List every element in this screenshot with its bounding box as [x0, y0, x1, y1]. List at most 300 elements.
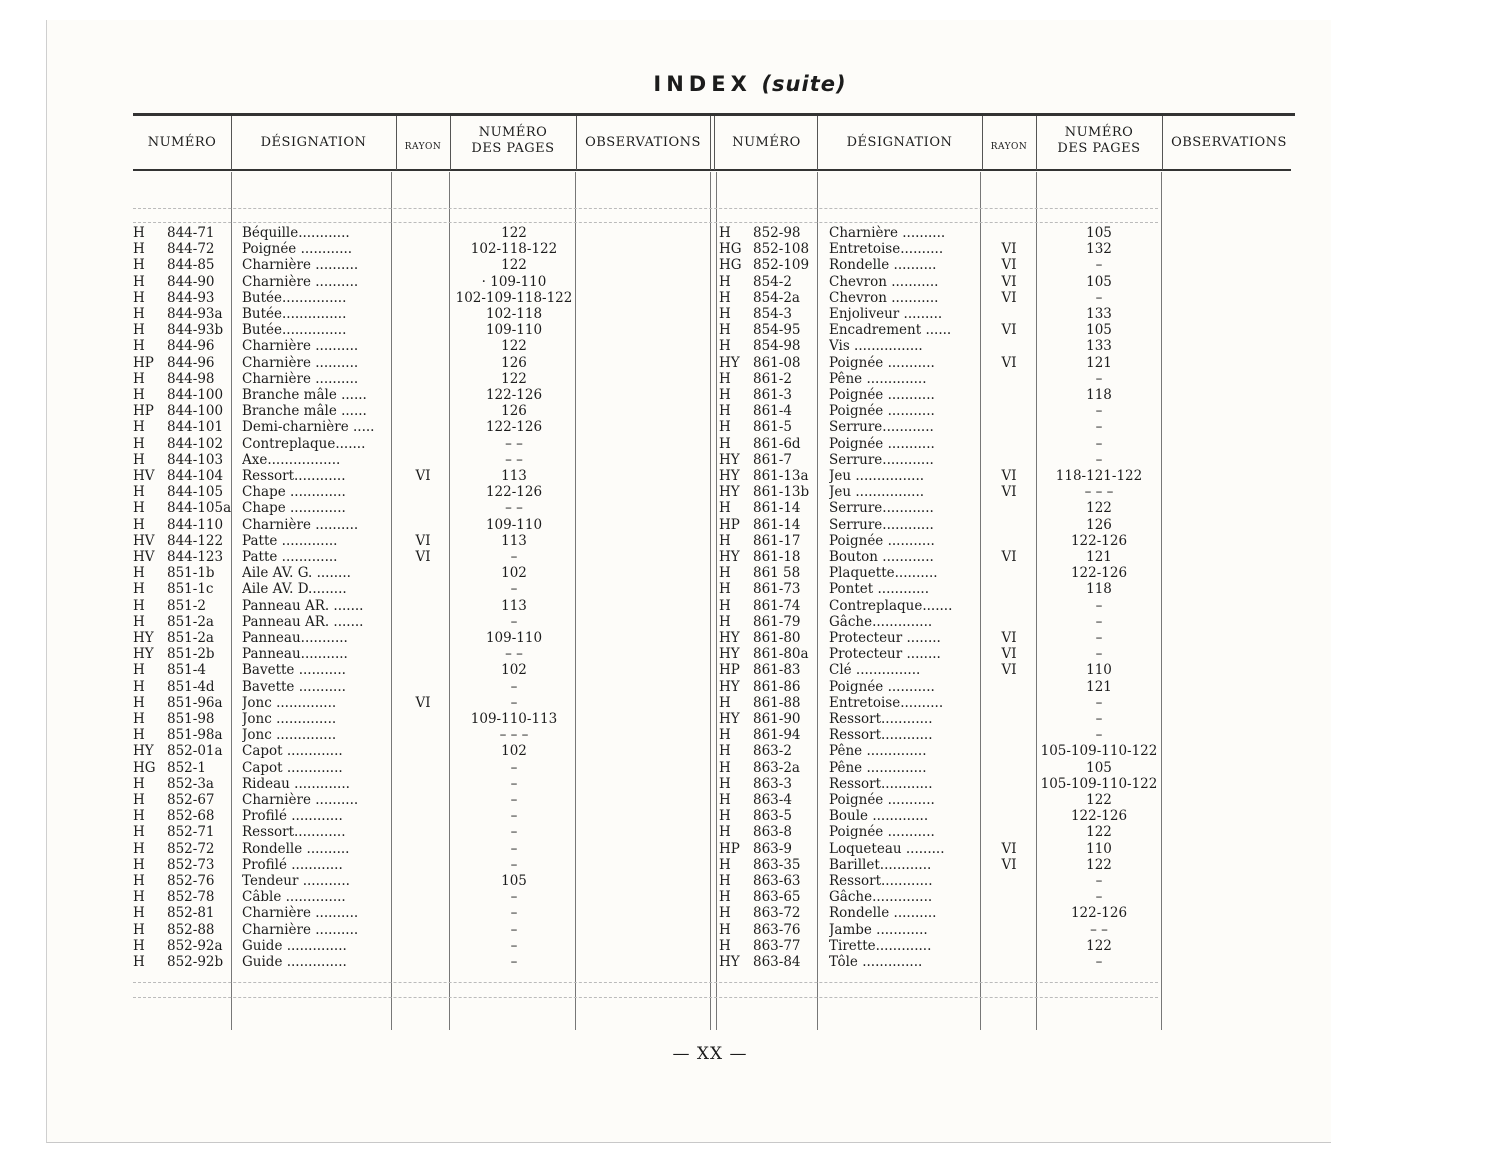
- row-designation: Pêne ..............: [829, 743, 927, 760]
- table-row: [719, 743, 1289, 759]
- row-number: 852-67: [167, 792, 215, 808]
- row-prefix: H: [133, 370, 145, 387]
- row-prefix: H: [719, 694, 731, 711]
- header-observations: OBSERVATIONS: [585, 135, 701, 150]
- table-row: [133, 808, 703, 824]
- row-designation: Câble ..............: [242, 889, 346, 906]
- row-pages: – –: [1090, 921, 1108, 938]
- row-prefix: HY: [719, 954, 740, 970]
- row-pages: –: [1095, 403, 1103, 420]
- row-number: 844-105: [167, 484, 224, 501]
- table-row: [719, 387, 1289, 403]
- row-rayon: VI: [1001, 468, 1017, 484]
- row-number: 854-98: [753, 338, 801, 355]
- row-designation: Capot .............: [242, 759, 343, 776]
- row-number: 851-1b: [167, 565, 215, 582]
- table-row: [133, 679, 703, 695]
- table-row: [133, 743, 703, 759]
- row-prefix: HY: [133, 646, 154, 663]
- table-row: [719, 533, 1289, 549]
- row-pages: 122: [1086, 937, 1112, 954]
- table-row: [133, 274, 703, 290]
- row-number: 844-85: [167, 257, 215, 274]
- header-observations: OBSERVATIONS: [1171, 135, 1287, 150]
- row-number: 861-14: [753, 516, 801, 533]
- row-prefix: H: [719, 387, 731, 403]
- row-pages: 122: [501, 370, 527, 387]
- row-pages: –: [1095, 435, 1103, 452]
- table-row: [133, 241, 703, 257]
- row-designation: Butée...............: [242, 289, 347, 306]
- row-rayon: VI: [415, 532, 431, 549]
- row-rayon: VI: [1001, 273, 1017, 290]
- table-row: [719, 581, 1289, 597]
- row-pages: – –: [505, 500, 523, 517]
- row-number: 844-98: [167, 370, 215, 387]
- row-designation: Chape .............: [242, 500, 346, 517]
- row-pages: 118: [1086, 581, 1112, 598]
- row-number: 852-92b: [167, 954, 224, 970]
- row-pages: 102: [501, 565, 527, 582]
- table-row: [719, 873, 1289, 889]
- row-prefix: H: [133, 856, 145, 873]
- row-number: 851-98a: [167, 727, 223, 744]
- row-prefix: HY: [133, 630, 154, 646]
- table-row: [133, 727, 703, 743]
- row-pages: –: [510, 759, 518, 776]
- table-row: [133, 403, 703, 419]
- row-prefix: H: [133, 824, 145, 841]
- row-designation: Rondelle ..........: [829, 905, 937, 922]
- row-prefix: H: [719, 581, 731, 598]
- table-row: [133, 322, 703, 338]
- row-pages: 105: [1086, 225, 1112, 241]
- row-designation: Contreplaque.......: [242, 435, 366, 452]
- row-designation: Panneau AR. .......: [242, 613, 364, 630]
- table-row: [719, 468, 1289, 484]
- row-pages: 122-126: [1070, 808, 1128, 825]
- row-prefix: H: [719, 500, 731, 517]
- row-prefix: H: [719, 759, 731, 776]
- table-row: [719, 371, 1289, 387]
- row-pages: 122: [1086, 792, 1112, 808]
- row-prefix: H: [133, 694, 145, 711]
- row-prefix: H: [719, 225, 731, 241]
- table-row: [133, 338, 703, 354]
- dashed-guide: [133, 208, 1158, 209]
- table-row: [719, 662, 1289, 678]
- row-rayon: VI: [1001, 662, 1017, 679]
- row-number: 861-13b: [753, 484, 810, 501]
- row-prefix: H: [133, 613, 145, 630]
- row-number: 851-2: [167, 597, 206, 614]
- table-row: [719, 403, 1289, 419]
- table-row: [719, 355, 1289, 371]
- row-prefix: H: [719, 273, 731, 290]
- row-designation: Loqueteau .........: [829, 840, 945, 857]
- row-number: 851-4d: [167, 678, 215, 695]
- row-pages: 121: [1086, 678, 1112, 695]
- row-designation: Charnière ..........: [242, 792, 359, 808]
- row-prefix: H: [719, 532, 731, 549]
- row-designation: Jeu ................: [829, 468, 925, 484]
- row-pages: –: [510, 775, 518, 792]
- row-prefix: H: [719, 873, 731, 889]
- row-prefix: H: [719, 403, 731, 420]
- row-rayon: VI: [1001, 549, 1017, 565]
- row-designation: Jeu ................: [829, 484, 925, 501]
- row-prefix: H: [719, 613, 731, 630]
- row-pages: 118-121-122: [1055, 468, 1143, 484]
- row-designation: Boule .............: [829, 808, 929, 825]
- row-prefix: H: [133, 581, 145, 598]
- table-row: [133, 614, 703, 630]
- row-designation: Butée...............: [242, 306, 347, 322]
- row-prefix: H: [719, 727, 731, 744]
- row-prefix: H: [133, 241, 145, 258]
- row-prefix: H: [719, 322, 731, 339]
- table-row: [133, 695, 703, 711]
- row-prefix: H: [133, 484, 145, 501]
- row-pages: 122-126: [485, 419, 543, 436]
- row-prefix: H: [719, 370, 731, 387]
- row-number: 851-4: [167, 662, 206, 679]
- row-rayon: VI: [1001, 322, 1017, 339]
- table-row: [719, 711, 1289, 727]
- row-pages: –: [1095, 694, 1103, 711]
- row-designation: Chevron ...........: [829, 289, 939, 306]
- row-designation: Patte .............: [242, 532, 338, 549]
- row-prefix: H: [133, 921, 145, 938]
- table-row: [719, 419, 1289, 435]
- row-designation: Ressort............: [829, 873, 933, 889]
- row-number: 854-3: [753, 306, 792, 322]
- table-row: [133, 889, 703, 905]
- row-number: 844-105a: [167, 500, 232, 517]
- row-pages: –: [510, 613, 518, 630]
- table-row: [133, 468, 703, 484]
- row-pages: – – –: [1084, 484, 1114, 501]
- header-pages-1: NUMÉRO: [478, 125, 548, 140]
- row-designation: Bavette ...........: [242, 662, 346, 679]
- row-prefix: H: [133, 516, 145, 533]
- row-designation: Guide ..............: [242, 937, 347, 954]
- row-number: 844-123: [167, 549, 224, 565]
- row-pages: 133: [1086, 338, 1112, 355]
- row-pages: –: [510, 808, 518, 825]
- row-prefix: H: [719, 306, 731, 322]
- row-prefix: H: [719, 289, 731, 306]
- row-prefix: H: [719, 775, 731, 792]
- table-row: [133, 306, 703, 322]
- row-number: 852-72: [167, 840, 215, 857]
- row-number: 861-18: [753, 549, 801, 565]
- row-prefix: HY: [719, 549, 740, 565]
- row-designation: Branche mâle ......: [242, 387, 367, 403]
- row-rayon: VI: [1001, 257, 1017, 274]
- row-prefix: HY: [719, 451, 740, 468]
- row-pages: 113: [501, 597, 527, 614]
- row-pages: 109-110-113: [470, 711, 558, 727]
- table-row: [719, 290, 1289, 306]
- row-designation: Bouton ............: [829, 549, 934, 565]
- row-designation: Poignée ...........: [829, 824, 935, 841]
- table-row: [719, 776, 1289, 792]
- row-number: 851-2a: [167, 613, 214, 630]
- table-row: [719, 517, 1289, 533]
- row-number: 852-88: [167, 921, 215, 938]
- row-number: 861-3: [753, 387, 792, 403]
- row-number: 863-2: [753, 743, 792, 760]
- table-row: [133, 581, 703, 597]
- row-designation: Poignée ...........: [829, 435, 935, 452]
- row-pages: – –: [505, 451, 523, 468]
- row-pages: –: [510, 905, 518, 922]
- row-prefix: H: [719, 743, 731, 760]
- table-row: [719, 322, 1289, 338]
- row-number: 861 58: [753, 565, 801, 582]
- row-number: 852-76: [167, 873, 215, 889]
- table-row: [719, 484, 1289, 500]
- row-pages: 102-109-118-122: [455, 289, 573, 306]
- row-pages: – –: [505, 435, 523, 452]
- col-divider: [710, 172, 711, 1030]
- row-pages: 122-126: [485, 387, 543, 403]
- row-designation: Charnière ..........: [242, 257, 359, 274]
- table-row: [133, 841, 703, 857]
- table-row: [133, 662, 703, 678]
- row-pages: 126: [501, 354, 527, 371]
- table-row: [133, 549, 703, 565]
- row-number: 863-4: [753, 792, 792, 808]
- table-row: [133, 387, 703, 403]
- row-number: 844-104: [167, 468, 224, 484]
- row-number: 854-95: [753, 322, 801, 339]
- row-pages: 133: [1086, 306, 1112, 322]
- table-row: [133, 922, 703, 938]
- row-number: 852-3a: [167, 775, 214, 792]
- row-designation: Profilé ............: [242, 856, 343, 873]
- row-number: 861-08: [753, 354, 801, 371]
- row-designation: Rideau .............: [242, 775, 350, 792]
- row-designation: Pêne ..............: [829, 370, 927, 387]
- row-pages: 105: [1086, 273, 1112, 290]
- row-pages: –: [1095, 289, 1103, 306]
- table-row: [133, 776, 703, 792]
- row-number: 844-110: [167, 516, 224, 533]
- row-designation: Butée...............: [242, 322, 347, 339]
- row-number: 854-2a: [753, 289, 800, 306]
- row-prefix: H: [133, 273, 145, 290]
- row-designation: Ressort............: [829, 727, 933, 744]
- table-row: [719, 614, 1289, 630]
- row-pages: 113: [501, 468, 527, 484]
- row-number: 852-92a: [167, 937, 223, 954]
- row-prefix: H: [133, 289, 145, 306]
- row-number: 861-14: [753, 500, 801, 517]
- row-pages: –: [510, 824, 518, 841]
- row-pages: –: [1095, 419, 1103, 436]
- table-row: [133, 873, 703, 889]
- col-divider: [716, 172, 717, 1030]
- table-row: [719, 549, 1289, 565]
- row-pages: 122-126: [1070, 905, 1128, 922]
- row-number: 852-108: [753, 241, 810, 258]
- row-pages: –: [1095, 370, 1103, 387]
- row-prefix: H: [133, 792, 145, 808]
- row-prefix: HP: [719, 840, 740, 857]
- table-row: [719, 889, 1289, 905]
- row-prefix: H: [133, 808, 145, 825]
- row-designation: Serrure............: [829, 419, 934, 436]
- row-prefix: H: [133, 954, 145, 970]
- row-designation: Charnière ..........: [242, 516, 359, 533]
- table-row: [133, 792, 703, 808]
- row-pages: –: [1095, 727, 1103, 744]
- table-row: [133, 905, 703, 921]
- row-prefix: H: [133, 451, 145, 468]
- row-prefix: HG: [133, 759, 156, 776]
- table-row: [133, 711, 703, 727]
- row-designation: Protecteur ........: [829, 630, 941, 646]
- row-number: 861-5: [753, 419, 792, 436]
- row-prefix: H: [719, 824, 731, 841]
- table-row: [719, 857, 1289, 873]
- row-designation: Rondelle ..........: [242, 840, 350, 857]
- row-prefix: H: [133, 322, 145, 339]
- row-prefix: H: [133, 678, 145, 695]
- row-number: 863-72: [753, 905, 801, 922]
- row-designation: Charnière ..........: [242, 370, 359, 387]
- row-designation: Chape .............: [242, 484, 346, 501]
- row-prefix: H: [719, 565, 731, 582]
- row-pages: –: [1095, 889, 1103, 906]
- table-row: [133, 371, 703, 387]
- row-number: 844-93b: [167, 322, 224, 339]
- row-designation: Poignée ...........: [829, 678, 935, 695]
- row-pages: 102-118: [485, 306, 543, 322]
- row-pages: 122-126: [1070, 565, 1128, 582]
- table-row: [133, 824, 703, 840]
- row-number: 861-17: [753, 532, 801, 549]
- row-prefix: HY: [719, 468, 740, 484]
- table-row: [133, 355, 703, 371]
- row-prefix: HP: [133, 403, 154, 420]
- row-pages: 122-126: [1070, 532, 1128, 549]
- row-prefix: H: [719, 338, 731, 355]
- table-row: [719, 241, 1289, 257]
- row-number: 863-84: [753, 954, 801, 970]
- row-pages: 102: [501, 743, 527, 760]
- row-designation: Poignée ...........: [829, 792, 935, 808]
- row-pages: – – –: [499, 727, 529, 744]
- table-row: [133, 225, 703, 241]
- table-row: [719, 679, 1289, 695]
- row-prefix: HY: [719, 678, 740, 695]
- row-designation: Serrure............: [829, 451, 934, 468]
- row-number: 863-9: [753, 840, 792, 857]
- row-prefix: H: [133, 775, 145, 792]
- row-number: 861-83: [753, 662, 801, 679]
- row-prefix: H: [133, 387, 145, 403]
- row-designation: Demi-charnière .....: [242, 419, 375, 436]
- row-rayon: VI: [1001, 289, 1017, 306]
- row-pages: · 109-110: [481, 273, 547, 290]
- row-pages: 110: [1086, 662, 1112, 679]
- row-designation: Entretoise..........: [829, 694, 944, 711]
- header-numero: NUMÉRO: [147, 135, 217, 150]
- row-prefix: HY: [719, 354, 740, 371]
- row-designation: Pêne ..............: [829, 759, 927, 776]
- row-number: 852-81: [167, 905, 215, 922]
- row-pages: –: [510, 678, 518, 695]
- row-pages: 126: [1086, 516, 1112, 533]
- title-main: INDEX: [653, 72, 752, 96]
- table-row: [133, 517, 703, 533]
- row-prefix: H: [719, 435, 731, 452]
- table-row: [719, 274, 1289, 290]
- row-rayon: VI: [1001, 241, 1017, 258]
- table-row: [719, 938, 1289, 954]
- row-designation: Serrure............: [829, 516, 934, 533]
- row-prefix: H: [133, 840, 145, 857]
- row-prefix: H: [133, 711, 145, 727]
- header-rayon: RAYON: [404, 142, 442, 152]
- row-rayon: VI: [1001, 630, 1017, 646]
- row-number: 854-2: [753, 273, 792, 290]
- row-designation: Béquille............: [242, 225, 350, 241]
- row-pages: 132: [1086, 241, 1112, 258]
- row-designation: Charnière ..........: [829, 225, 946, 241]
- row-prefix: H: [719, 889, 731, 906]
- table-row: [133, 565, 703, 581]
- row-number: 844-93: [167, 289, 215, 306]
- row-designation: Entretoise..........: [829, 241, 944, 258]
- row-pages: –: [1095, 451, 1103, 468]
- row-designation: Charnière ..........: [242, 905, 359, 922]
- row-pages: 109-110: [485, 630, 543, 646]
- row-designation: Charnière ..........: [242, 354, 359, 371]
- row-number: 861-94: [753, 727, 801, 744]
- table-row: [133, 533, 703, 549]
- row-number: 851-98: [167, 711, 215, 727]
- row-rayon: VI: [1001, 484, 1017, 501]
- row-prefix: H: [133, 435, 145, 452]
- row-designation: Profilé ............: [242, 808, 343, 825]
- row-designation: Poignée ...........: [829, 403, 935, 420]
- table-row: [719, 841, 1289, 857]
- row-prefix: H: [719, 419, 731, 436]
- row-designation: Jonc ..............: [242, 727, 337, 744]
- row-number: 863-2a: [753, 759, 800, 776]
- row-prefix: HP: [719, 662, 740, 679]
- row-pages: –: [1095, 613, 1103, 630]
- row-prefix: H: [133, 257, 145, 274]
- row-prefix: HY: [133, 743, 154, 760]
- row-prefix: H: [133, 727, 145, 744]
- table-row: [133, 500, 703, 516]
- row-pages: –: [1095, 873, 1103, 889]
- row-number: 844-103: [167, 451, 224, 468]
- row-number: 861-90: [753, 711, 801, 727]
- table-row: [133, 419, 703, 435]
- row-number: 863-35: [753, 856, 801, 873]
- table-row: [719, 306, 1289, 322]
- table-row: [133, 954, 703, 970]
- row-pages: 109-110: [485, 322, 543, 339]
- row-pages: – –: [505, 646, 523, 663]
- row-designation: Rondelle ..........: [829, 257, 937, 274]
